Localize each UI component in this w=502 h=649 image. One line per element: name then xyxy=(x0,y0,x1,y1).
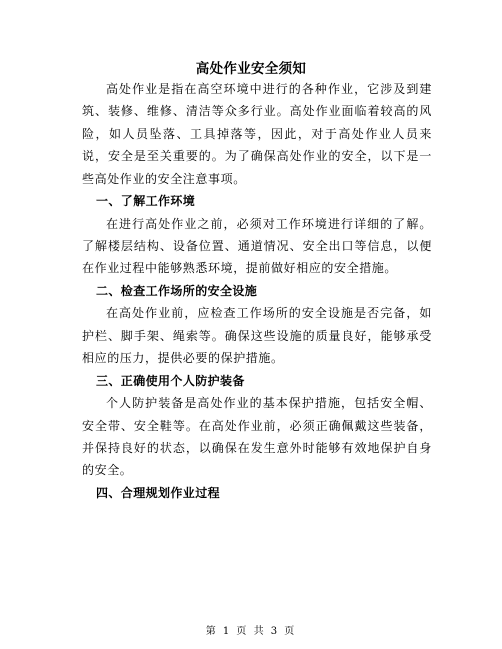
section-body-2: 在高处作业前，应检查工作场所的安全设施是否完备，如护栏、脚手架、绳索等。确保这些设施的质量良好，能够承受相应的压力，提供必要的保护措施。 xyxy=(82,306,432,366)
intro-paragraph: 高处作业是指在高空环境中进行的各种作业，它涉及到建筑、装修、维修、清洁等众多行业。高处作业面临着较高的风险，如人员坠落、工具掉落等，因此，对于高处作业人员来说，安全是至关重要的。为了确保高处作业的安全，以下是一些高处作业的安全注意事项。 xyxy=(82,82,432,186)
section-heading-3: 三、正确使用个人防护装备 xyxy=(96,373,245,388)
section-body-3: 个人防护装备是高处作业的基本保护措施，包括安全帽、安全带、安全鞋等。在高处作业前，必须正确佩戴这些装备，并保持良好的状态，以确保在发生意外时能够有效地保护自身的安全。 xyxy=(82,396,432,478)
section-heading-4: 四、合理规划作业过程 xyxy=(96,485,221,500)
section-heading-2: 二、检查工作场所的安全设施 xyxy=(96,283,258,298)
document-title: 高处作业安全须知 xyxy=(195,61,307,77)
document-body xyxy=(82,78,432,504)
section-body-1: 在进行高处作业之前，必须对工作环境进行详细的了解。了解楼层结构、设备位置、通道情况、安全出口等信息，以便在作业过程中能够熟悉环境，提前做好相应的安全措施。 xyxy=(82,216,432,276)
section-heading-1: 一、了解工作环境 xyxy=(96,194,196,209)
page-footer: 第 1 页 共 3 页 xyxy=(205,626,297,637)
